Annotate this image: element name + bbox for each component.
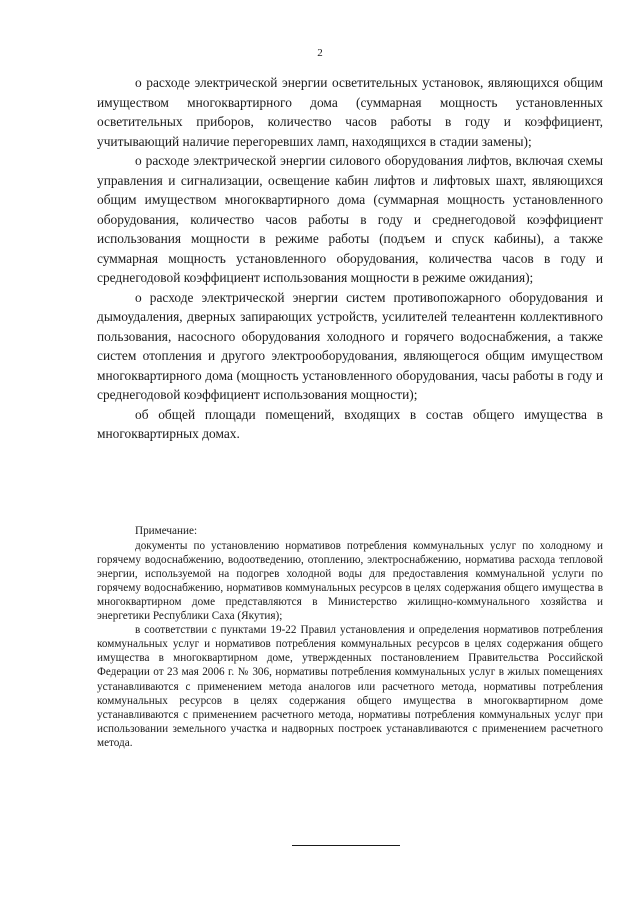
note-section	[97, 524, 603, 750]
main-text	[97, 73, 603, 444]
page-number: 2	[317, 47, 323, 59]
paragraph-elevators: о расходе электрической энергии силового оборудования лифтов, включая схемы управления и сигнализации, освещение кабин лифтов и лифтовых шахт, являющихся общим имуществом многоквартирного дома (суммарная мощность установленного оборудования, количество часов работы в году и среднегодовой коэффициент использования мощности в режиме работы (подъем и спуск кабины), а также суммарная мощность установленного оборудования, количества часов в году и среднегодовой коэффициент использования мощности в режиме ожидания);	[97, 153, 603, 285]
paragraph-fire-systems: о расходе электрической энергии систем противопожарного оборудования и дымоудаления, дверных запирающих устройств, усилителей телеантенн коллективного пользования, насосного оборудования холодного и горячего водоснабжения, а также систем отопления и другого электрооборудования, являющегося общим имуществом многоквартирного дома (мощность установленного оборудования, часы работы в году и среднегодовой коэффициент использования мощности);	[97, 289, 603, 402]
paragraph-lighting: о расходе электрической энергии осветительных установок, являющихся общим имуществом многоквартирного дома (суммарная мощность установленных осветительных приборов, количество часов работы в году и коэффициент, учитывающий наличие перегоревших ламп, находящихся в стадии замены);	[97, 75, 603, 149]
note-paragraph-documents: документы по установлению нормативов потребления коммунальных услуг по холодному и горячему водоснабжению, водоотведению, отоплению, электроснабжению, норматива расхода тепловой энергии, используемой на подогрев холодной воды для предоставления коммунальной услуги по горячему водоснабжению, нормативов коммунальных ресурсов в целях содержания общего имущества в многоквартирном доме представляются в Министерство жилищно-коммунального хозяйства и энергетики Республики Саха (Якутия);	[97, 540, 603, 623]
end-divider	[292, 845, 400, 846]
note-title: Примечание:	[135, 525, 198, 537]
note-paragraph-rules: в соответствии с пунктами 19-22 Правил установления и определения нормативов потребления коммунальных услуг и нормативов потребления коммунальных ресурсов в целях содержания общего имущества в многоквартирном доме, утвержденных постановлением Правительства Российской Федерации от 23 мая 2006 г. № 306, нормативы потребления коммунальных услуг в жилых помещениях устанавливаются с применением метода аналогов или расчетного метода, нормативы потребления коммунальных ресурсов в целях содержания общего имущества в многоквартирном доме устанавливаются с применением расчетного метода, нормативы потребления коммунальных услуг при использовании земельного участка и надворных построек устанавливаются с применением расчетного метода.	[97, 624, 603, 749]
paragraph-common-area: об общей площади помещений, входящих в состав общего имущества в многоквартирных домах.	[97, 406, 603, 441]
